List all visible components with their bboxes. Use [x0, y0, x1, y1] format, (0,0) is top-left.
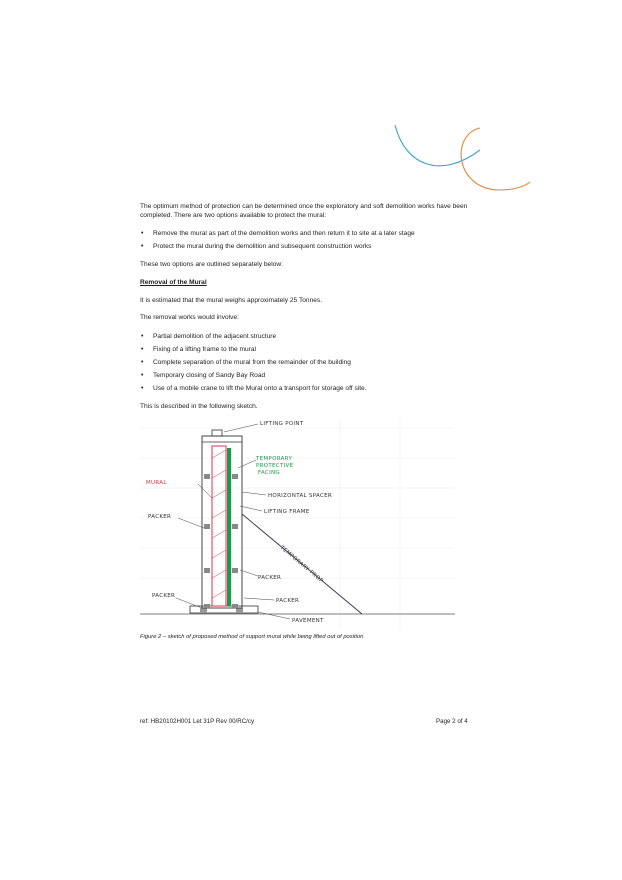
- label-packer-right-2: PACKER: [276, 598, 300, 604]
- list-item: • Use of a mobile crane to lift the Mural onto a transport for storage off site.: [140, 384, 480, 397]
- label-horizontal-spacer: HORIZONTAL SPACER: [268, 493, 332, 499]
- label-temporary-prop: TEMPORARY PROP: [278, 544, 325, 585]
- label-facing: FACING: [258, 470, 280, 476]
- mural-lifting-sketch: [140, 418, 455, 630]
- label-mural: MURAL: [146, 480, 167, 486]
- list-item: • Fixing of a lifting frame to the mural: [140, 345, 480, 358]
- label-packer-left: PACKER: [148, 514, 172, 520]
- label-packer-right-1: PACKER: [258, 575, 282, 581]
- figure-caption: Figure 2 – sketch of proposed method of support mural while being lifted out of position: [140, 634, 364, 640]
- footer-page-number: Page 2 of 4: [436, 718, 468, 725]
- intro-paragraph: [140, 202, 480, 220]
- label-temporary: TEMPORARY: [256, 456, 293, 462]
- works-intro-text: The removal works would involve:: [140, 314, 239, 321]
- label-lifting-point: LIFTING POINT: [260, 421, 304, 427]
- list-item: • Complete separation of the mural from the remainder of the building: [140, 358, 480, 371]
- list-item: • Protect the mural during the demolition and subsequent construction works: [140, 242, 480, 255]
- label-pavement: PAVEMENT: [292, 618, 324, 624]
- sketch-intro-text: This is described in the following sketch.: [140, 403, 258, 410]
- list-item: • Temporary closing of Sandy Bay Road: [140, 371, 480, 384]
- list-item: • Partial demolition of the adjacent structure: [140, 332, 480, 345]
- works-list: [140, 332, 480, 397]
- label-protective: PROTECTIVE: [256, 463, 294, 469]
- options-list: [140, 229, 480, 255]
- section-heading: [140, 278, 480, 287]
- section-heading-text: Removal of the Mural: [140, 279, 207, 286]
- weight-paragraph: [140, 296, 480, 305]
- list-item: • Remove the mural as part of the demolition works and then return it to site at a later stage: [140, 229, 480, 242]
- options-outline: [140, 260, 480, 269]
- weight-text: It is estimated that the mural weighs approximately 25 Tonnes.: [140, 297, 323, 304]
- label-lifting-frame: LIFTING FRAME: [264, 509, 310, 515]
- works-intro: [140, 313, 480, 322]
- company-logo: [380, 120, 540, 210]
- label-packer-bottom-left: PACKER: [152, 593, 176, 599]
- sketch-intro: [140, 402, 480, 411]
- footer-reference: ref: HB20102H001 Let 31P Rev 00/RC/cy: [140, 718, 255, 725]
- intro-text: The optimum method of protection can be determined once the exploratory and soft demolition works have been completed. There are two options available to protect the mural:: [140, 203, 468, 220]
- options-outline-text: These two options are outlined separately below:: [140, 261, 283, 268]
